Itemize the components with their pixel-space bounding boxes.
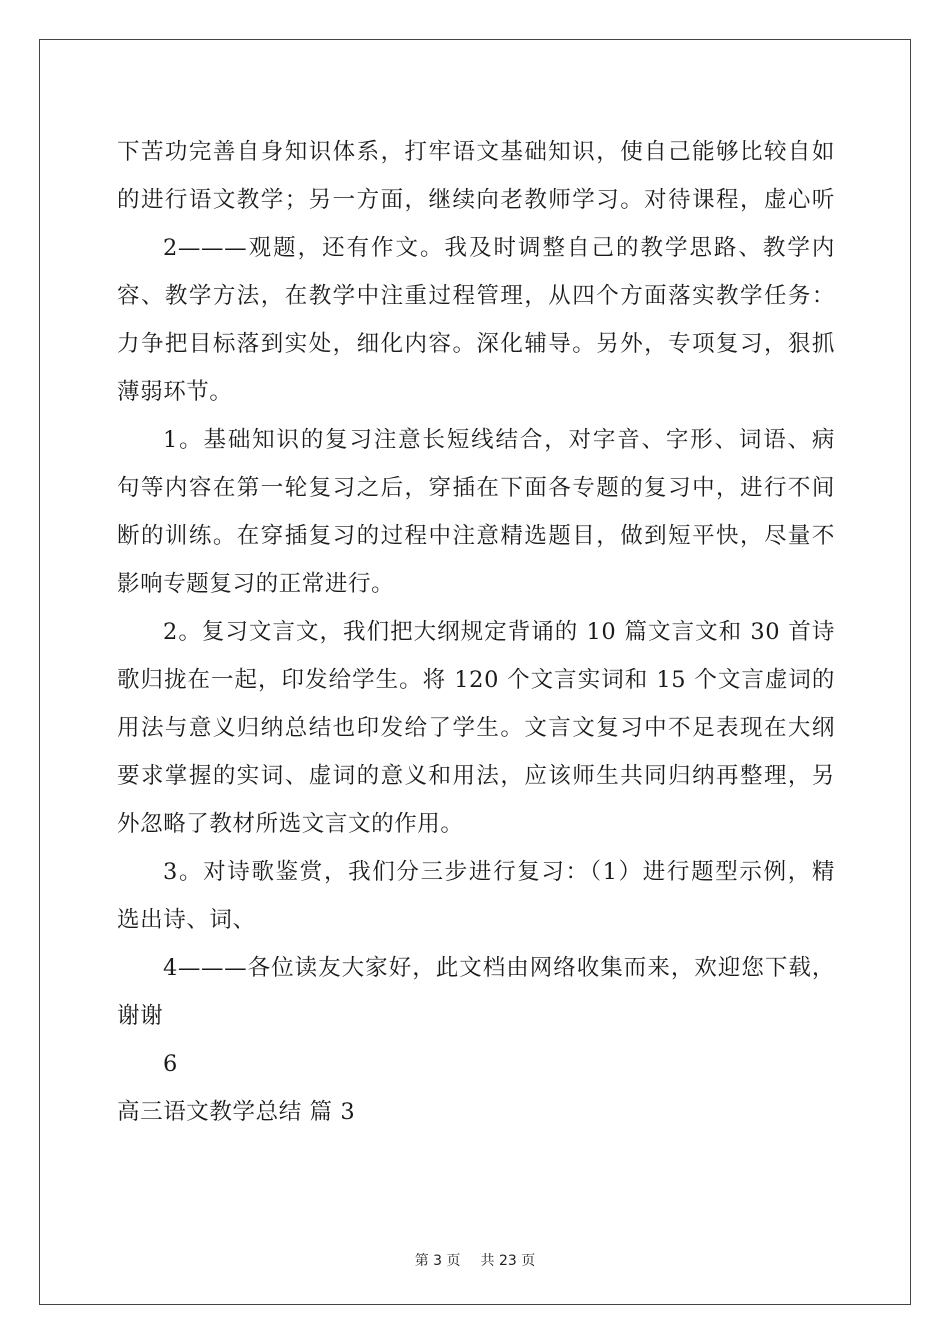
paragraph-line: 4———各位读友大家好，此文档由网络收集而来，欢迎您下载，	[163, 955, 835, 981]
paragraph-line: 的进行语文教学；另一方面，继续向老教师学习。对待课程，虚心听	[117, 187, 835, 213]
document-body	[117, 128, 835, 1136]
paragraph-line: 断的训练。在穿插复习的过程中注意精选题目，做到短平快，尽量不	[117, 523, 835, 549]
paragraph-line: 选出诗、词、	[117, 907, 256, 933]
paragraph-line: 谢谢	[117, 1003, 164, 1029]
paragraph-line: 句等内容在第一轮复习之后，穿插在下面各专题的复习中，进行不间	[117, 475, 835, 501]
paragraph-line: 2。复习文言文，我们把大纲规定背诵的 10 篇文言文和 30 首诗	[163, 619, 835, 645]
page-number: 第 3 页	[414, 1253, 461, 1269]
paragraph-line: 3。对诗歌鉴赏，我们分三步进行复习：（1）进行题型示例，精	[163, 859, 835, 885]
paragraph-line: 歌归拢在一起，印发给学生。将 120 个文言实词和 15 个文言虚词的	[117, 667, 835, 693]
paragraph-line: 2———观题，还有作文。我及时调整自己的教学思路、教学内	[163, 235, 835, 261]
paragraph-line: 薄弱环节。	[117, 379, 233, 405]
page-total: 共 23 页	[480, 1253, 536, 1269]
paragraph-line: 要求掌握的实词、虚词的意义和用法，应该师生共同归纳再整理，另	[117, 763, 835, 789]
paragraph-line: 1。基础知识的复习注意长短线结合，对字音、字形、词语、病	[163, 427, 835, 453]
section-heading: 高三语文教学总结 篇 3	[117, 1099, 356, 1125]
paragraph-line: 用法与意义归纳总结也印发给了学生。文言文复习中不足表现在大纲	[117, 715, 835, 741]
paragraph-line: 下苦功完善自身知识体系，打牢语文基础知识，使自己能够比较自如	[117, 139, 835, 165]
paragraph-line: 容、教学方法，在教学中注重过程管理，从四个方面落实教学任务：	[117, 283, 835, 309]
paragraph-line: 外忽略了教材所选文言文的作用。	[117, 811, 464, 837]
paragraph-line: 影响专题复习的正常进行。	[117, 571, 395, 597]
paragraph-line: 6	[163, 1051, 178, 1077]
paragraph-line: 力争把目标落到实处，细化内容。深化辅导。另外，专项复习，狠抓	[117, 331, 835, 357]
page-footer	[0, 1250, 950, 1270]
